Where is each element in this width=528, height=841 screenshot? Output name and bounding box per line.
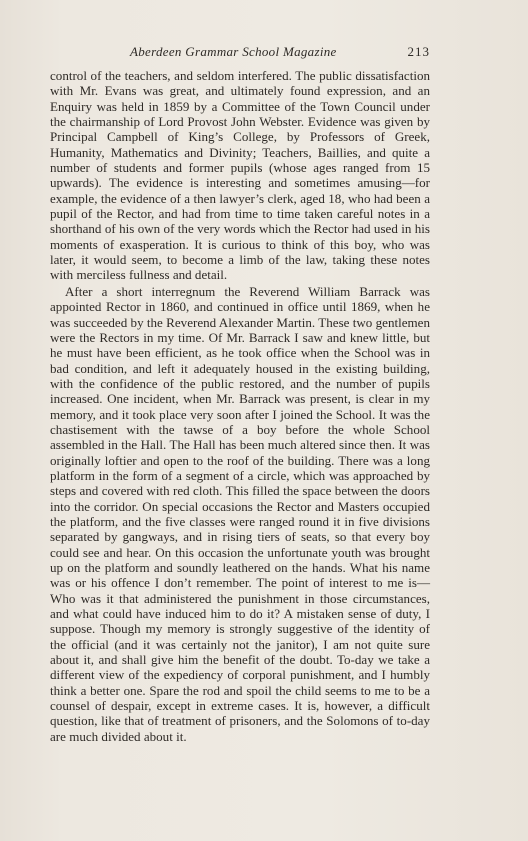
paragraph-2: After a short interregnum the Reverend William Barrack was appointed Rector in 1860, and continued in office until 1869, when he was succeeded by the Reverend Alexander Martin. These two gentlemen were the Rectors in my time. Of Mr. Barrack I saw and knew little, but he must have been efficient, as he took office when the School was in bad condition, and left it adequately housed in the existing building, with the confidence of the public restored, and the number of pupils increased. One incident, when Mr. Barrack was present, is clear in my memory, and it took place very soon after I joined the School. It was the chastisement with the tawse of a boy before the whole School assembled in the Hall. The Hall has been much altered since then. It was originally loftier and open to the roof of the building. There was a long platform in the form of a segment of a circle, which was approached by steps and covered with red cloth. This filled the space between the doors into the corridor. On special occasions the Rector and Masters occupied the platform, and the five classes were ranged round it in five divisions separated by gangways, and in rising tiers of seats, so that every boy could see and hear. On this occasion the unfortunate youth was brought up on the platform and soundly leathered on the hands. What his name was or his offence I don’t remember. The point of interest to me is—Who was it that administered the punishment in those circumstances, and what could have induced him to do it? A mistaken sense of duty, I suppose. Though my memory is strongly suggestive of the identity of the official (and it was certainly not the janitor), I am not quite sure about it, and shall give him the benefit of the doubt. To-day we take a different view of the expediency of corporal punishment, and I humbly think a better one. Spare the rod and spoil the child seems to me to be a counsel of despair, except in extreme cases. It is, however, a difficult question, like that of treatment of prisoners, and the Solomons of to-day are much divided about it.: [50, 283, 430, 744]
running-head: [50, 44, 430, 60]
body-text: [50, 68, 430, 744]
paragraph-1: control of the teachers, and seldom interfered. The public dissatisfaction with Mr. Evans was great, and ultimately found expression, and an Enquiry was held in 1859 by a Committee of the Town Council under the chairmanship of Lord Provost John Webster. Evidence was given by Principal Campbell of King’s College, by Professors of Greek, Humanity, Mathematics and Divinity; Teachers, Baillies, and quite a number of students and former pupils (whose ages ranged from 15 upwards). The evidence is interesting and sometimes amusing—for example, the evidence of a then lawyer’s clerk, aged 18, who had been a pupil of the Rector, and had from time to time taken careful notes in a shorthand of his own of the very words which the Rector had used in his moments of exasperation. It is curious to think of this boy, who was later, it would seem, to become a limb of the law, taking these notes with merciless fullness and detail.: [50, 68, 430, 283]
page-number: 213: [407, 44, 430, 59]
magazine-title: Aberdeen Grammar School Magazine: [130, 44, 337, 59]
